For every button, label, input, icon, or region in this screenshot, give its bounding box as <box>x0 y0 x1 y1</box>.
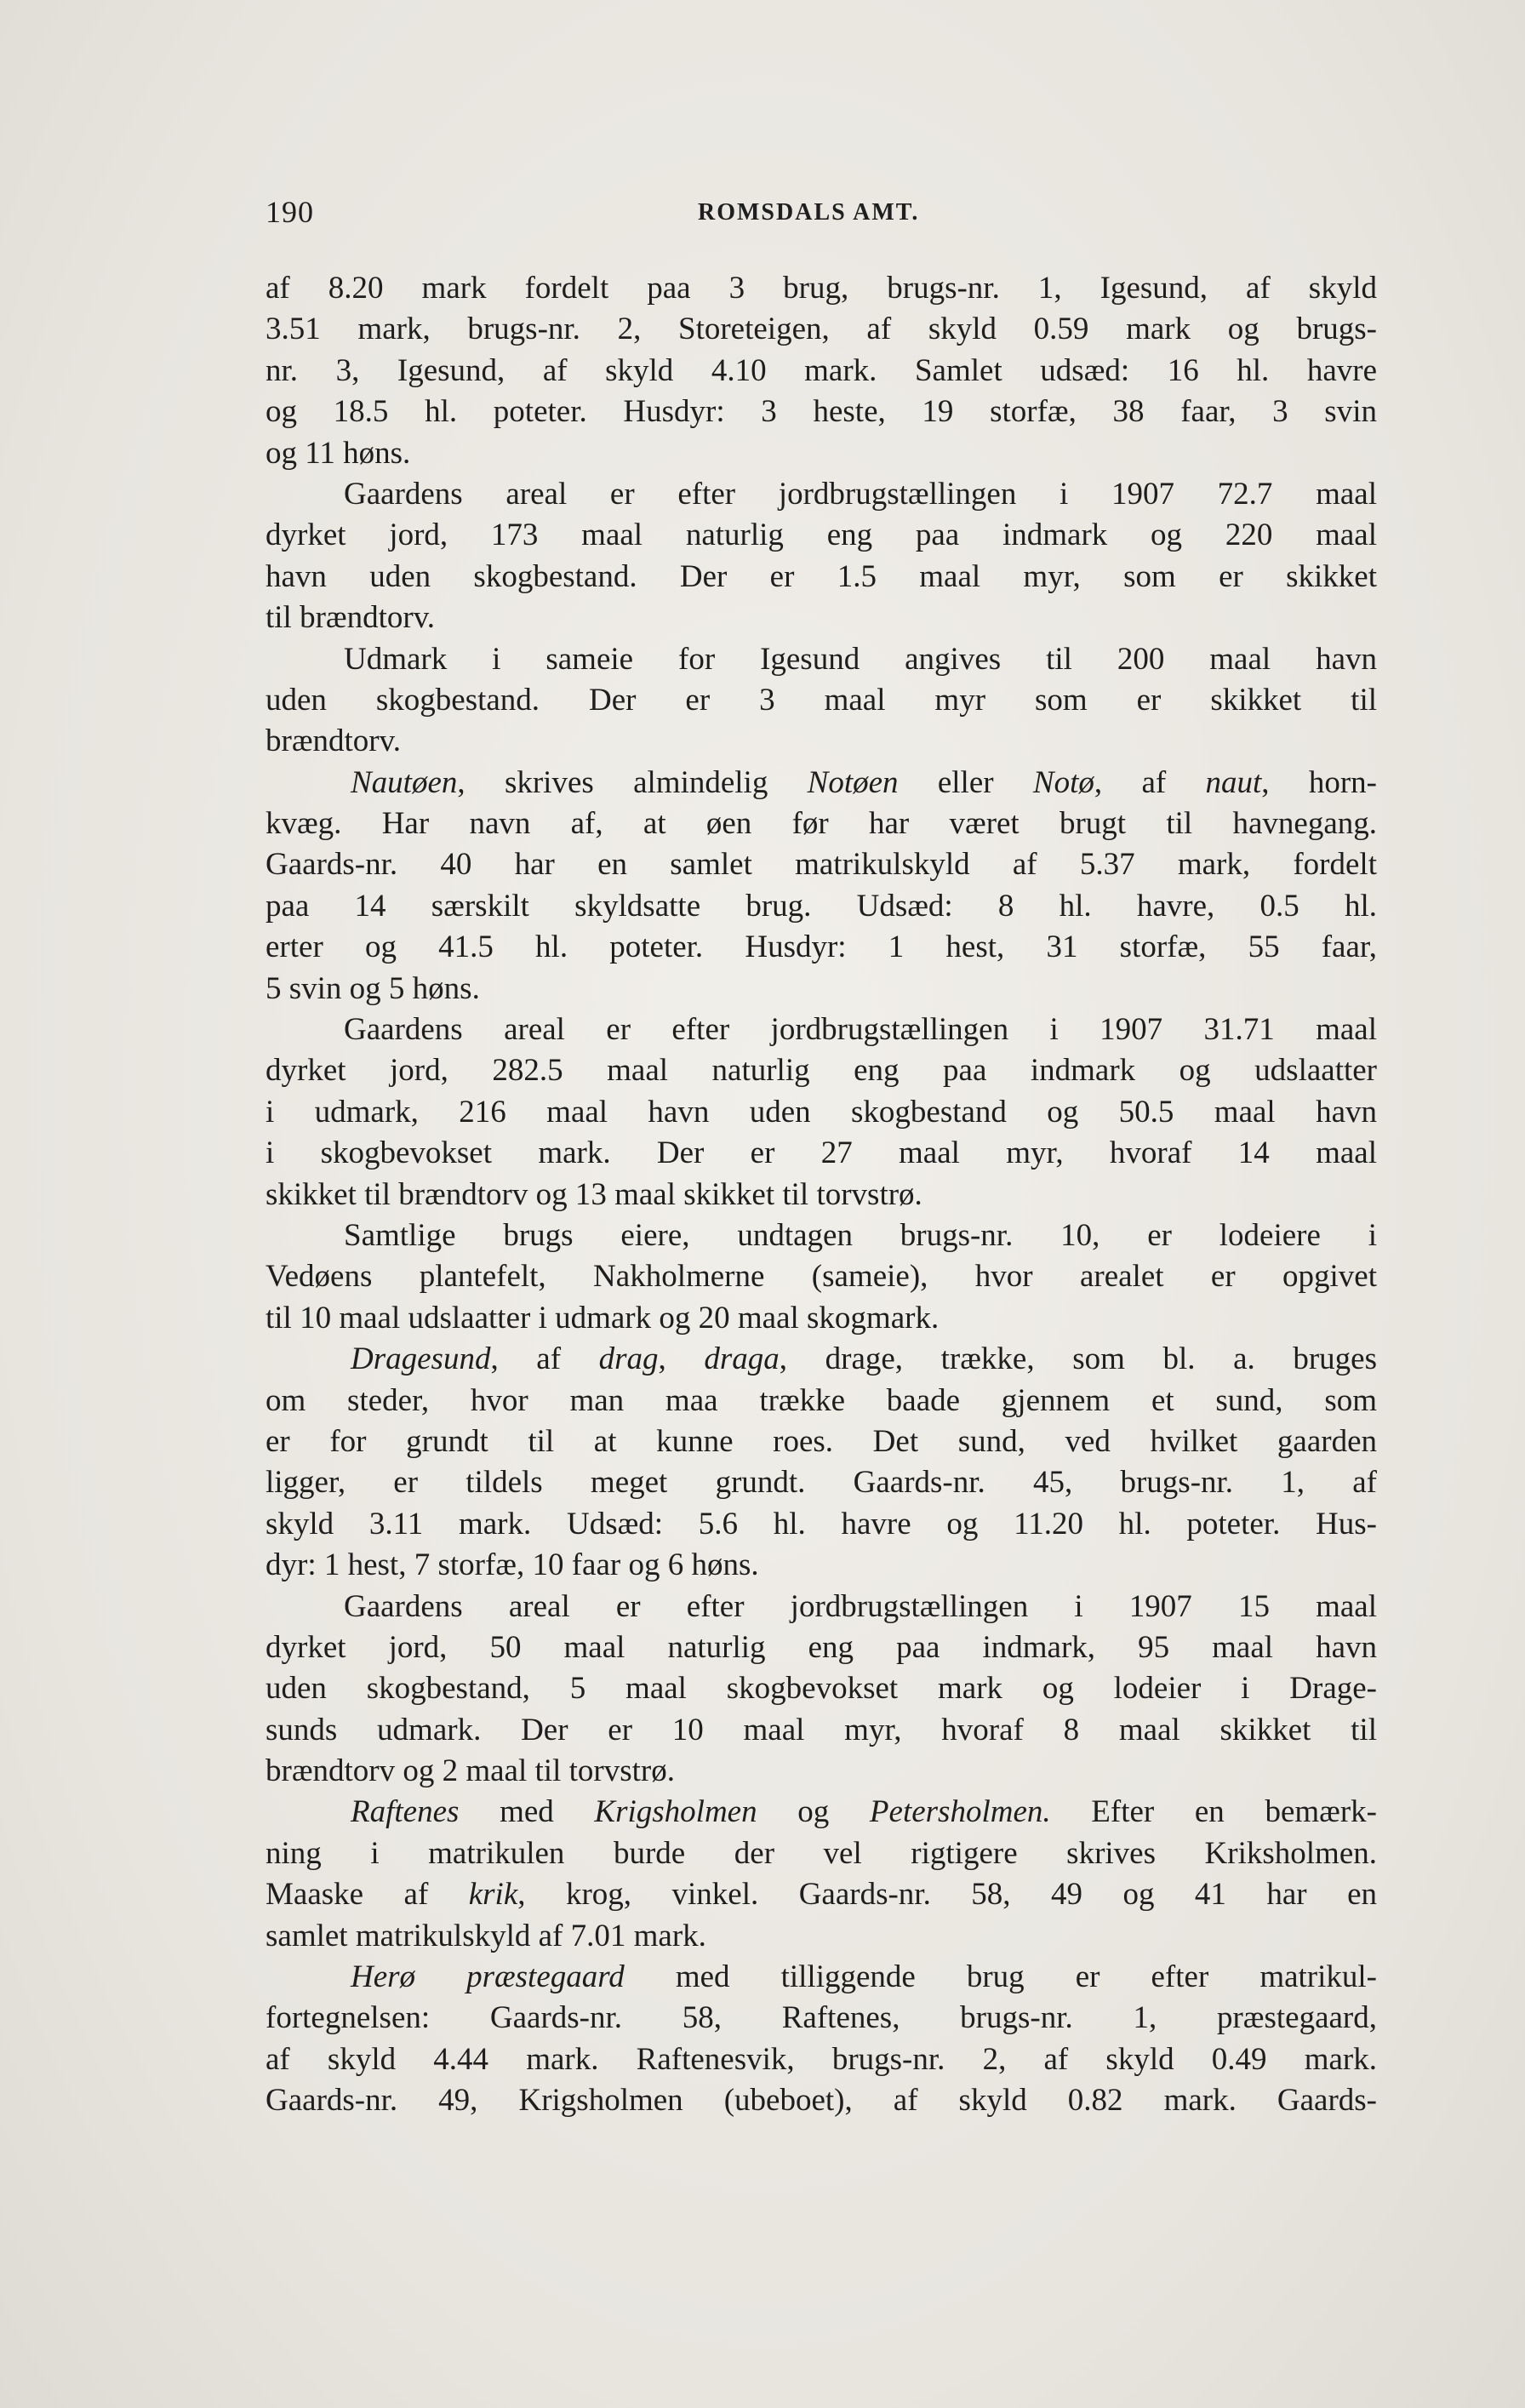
text-line: Dragesund, af drag, draga, drage, trække, som bl. a. bruges <box>351 1341 1377 1377</box>
etymology-word: draga <box>704 1341 780 1377</box>
text-line: sunds udmark. Der er 10 maal myr, hvoraf 8 maal skikket til <box>266 1712 1377 1747</box>
body-text <box>266 268 1377 2122</box>
place-name: Notøen <box>807 764 899 800</box>
text-line: uden skogbestand. Der er 3 maal myr som er skikket til <box>266 682 1377 718</box>
text-line: Raftenes med Krigsholmen og Petersholmen. Efter en bemærk- <box>351 1794 1377 1830</box>
text-line: Gaardens areal er efter jordbrugstællingen i 1907 31.71 maal <box>344 1012 1377 1048</box>
text-line: dyrket jord, 50 maal naturlig eng paa indmark, 95 maal havn <box>266 1629 1377 1665</box>
etymology-word: naut <box>1205 764 1262 800</box>
text-line: Herø præstegaard med tilliggende brug er efter matrikul- <box>351 1959 1377 1995</box>
etymology-word: krik <box>468 1877 518 1913</box>
text-line: Maaske af krik, krog, vinkel. Gaards-nr. 58, 49 og 41 har en <box>266 1877 1378 1913</box>
text-line: Gaardens areal er efter jordbrugstællingen i 1907 72.7 maal <box>344 476 1377 512</box>
text-line: Gaards-nr. 40 har en samlet matrikulskyld af 5.37 mark, fordelt <box>266 847 1377 883</box>
text-line: ligger, er tildels meget grundt. Gaards-nr. 45, brugs-nr. 1, af <box>266 1465 1377 1501</box>
text-line: fortegnelsen: Gaards-nr. 58, Raftenes, brugs-nr. 1, præstegaard, <box>266 2000 1377 2036</box>
text-line: Udmark i sameie for Igesund angives til 200 maal havn <box>344 641 1377 677</box>
text-line: til brændtorv. <box>266 600 436 636</box>
text-line: ning i matrikulen burde der vel rigtigere skrives Kriksholmen. <box>266 1835 1377 1871</box>
text-line: kvæg. Har navn af, at øen før har været brugt til havnegang. <box>266 806 1377 842</box>
text-line: 3.51 mark, brugs-nr. 2, Storeteigen, af skyld 0.59 mark og brugs- <box>266 312 1377 347</box>
text-line: Nautøen, skrives almindelig Notøen eller Notø, af naut, horn- <box>351 764 1377 800</box>
text-line: i skogbevokset mark. Der er 27 maal myr, hvoraf 14 maal <box>266 1135 1377 1171</box>
text-line: om steder, hvor man maa trække baade gjennem et sund, som <box>266 1382 1377 1418</box>
etymology-word: drag <box>598 1341 659 1377</box>
text-line: Vedøens plantefelt, Nakholmerne (sameie), hvor arealet er opgivet <box>266 1259 1377 1295</box>
text-line: dyrket jord, 173 maal naturlig eng paa indmark og 220 maal <box>266 518 1377 553</box>
page-number: 190 <box>266 195 314 229</box>
text-line: Samtlige brugs eiere, undtagen brugs-nr. 10, er lodeiere i <box>344 1217 1377 1253</box>
place-name: Notø <box>1032 764 1094 800</box>
text-line: og 18.5 hl. poteter. Husdyr: 3 heste, 19 storfæ, 38 faar, 3 svin <box>266 394 1377 430</box>
text-line: brændtorv og 2 maal til torvstrø. <box>266 1753 675 1789</box>
text-line: i udmark, 216 maal havn uden skogbestand og 50.5 maal havn <box>266 1094 1377 1130</box>
text-line: dyrket jord, 282.5 maal naturlig eng paa indmark og udslaatter <box>266 1053 1377 1089</box>
text-line: skyld 3.11 mark. Udsæd: 5.6 hl. havre og 11.20 hl. poteter. Hus- <box>266 1506 1377 1541</box>
place-name: Petersholmen. <box>869 1794 1051 1830</box>
page-header <box>266 194 1377 233</box>
text-line: Gaards-nr. 49, Krigsholmen (ubeboet), af skyld 0.82 mark. Gaards- <box>266 2083 1377 2119</box>
text-line: brændtorv. <box>266 724 401 759</box>
place-name: Nautøen <box>351 764 458 800</box>
text-line: uden skogbestand, 5 maal skogbevokset mark og lodeier i Drage- <box>266 1671 1377 1707</box>
text-line: af 8.20 mark fordelt paa 3 brug, brugs-nr. 1, Igesund, af skyld <box>266 271 1377 306</box>
place-name: Herø præstegaard <box>351 1959 625 1995</box>
text-line: havn uden skogbestand. Der er 1.5 maal myr, som er skikket <box>266 558 1377 594</box>
text-line: samlet matrikulskyld af 7.01 mark. <box>266 1918 706 1953</box>
text-line: og 11 høns. <box>266 435 411 471</box>
text-line: erter og 41.5 hl. poteter. Husdyr: 1 hest, 31 storfæ, 55 faar, <box>266 929 1377 965</box>
place-name: Krigsholmen <box>594 1794 757 1830</box>
text-line: paa 14 særskilt skyldsatte brug. Udsæd: 8 hl. havre, 0.5 hl. <box>266 888 1377 924</box>
place-name: Raftenes <box>351 1794 460 1830</box>
text-line: er for grundt til at kunne roes. Det sund, ved hvilket gaarden <box>266 1423 1377 1459</box>
text-line: nr. 3, Igesund, af skyld 4.10 mark. Samlet udsæd: 16 hl. havre <box>266 352 1377 388</box>
place-name: Dragesund <box>351 1341 491 1377</box>
text-line: til 10 maal udslaatter i udmark og 20 maal skogmark. <box>266 1300 940 1336</box>
text-line: Gaardens areal er efter jordbrugstællingen i 1907 15 maal <box>344 1588 1377 1624</box>
text-line: dyr: 1 hest, 7 storfæ, 10 faar og 6 høns. <box>266 1547 759 1583</box>
text-line: af skyld 4.44 mark. Raftenesvik, brugs-nr. 2, af skyld 0.49 mark. <box>266 2041 1377 2077</box>
running-title: ROMSDALS AMT. <box>698 199 920 226</box>
text-line: 5 svin og 5 høns. <box>266 970 480 1006</box>
text-line: skikket til brændtorv og 13 maal skikket til torvstrø. <box>266 1176 922 1212</box>
